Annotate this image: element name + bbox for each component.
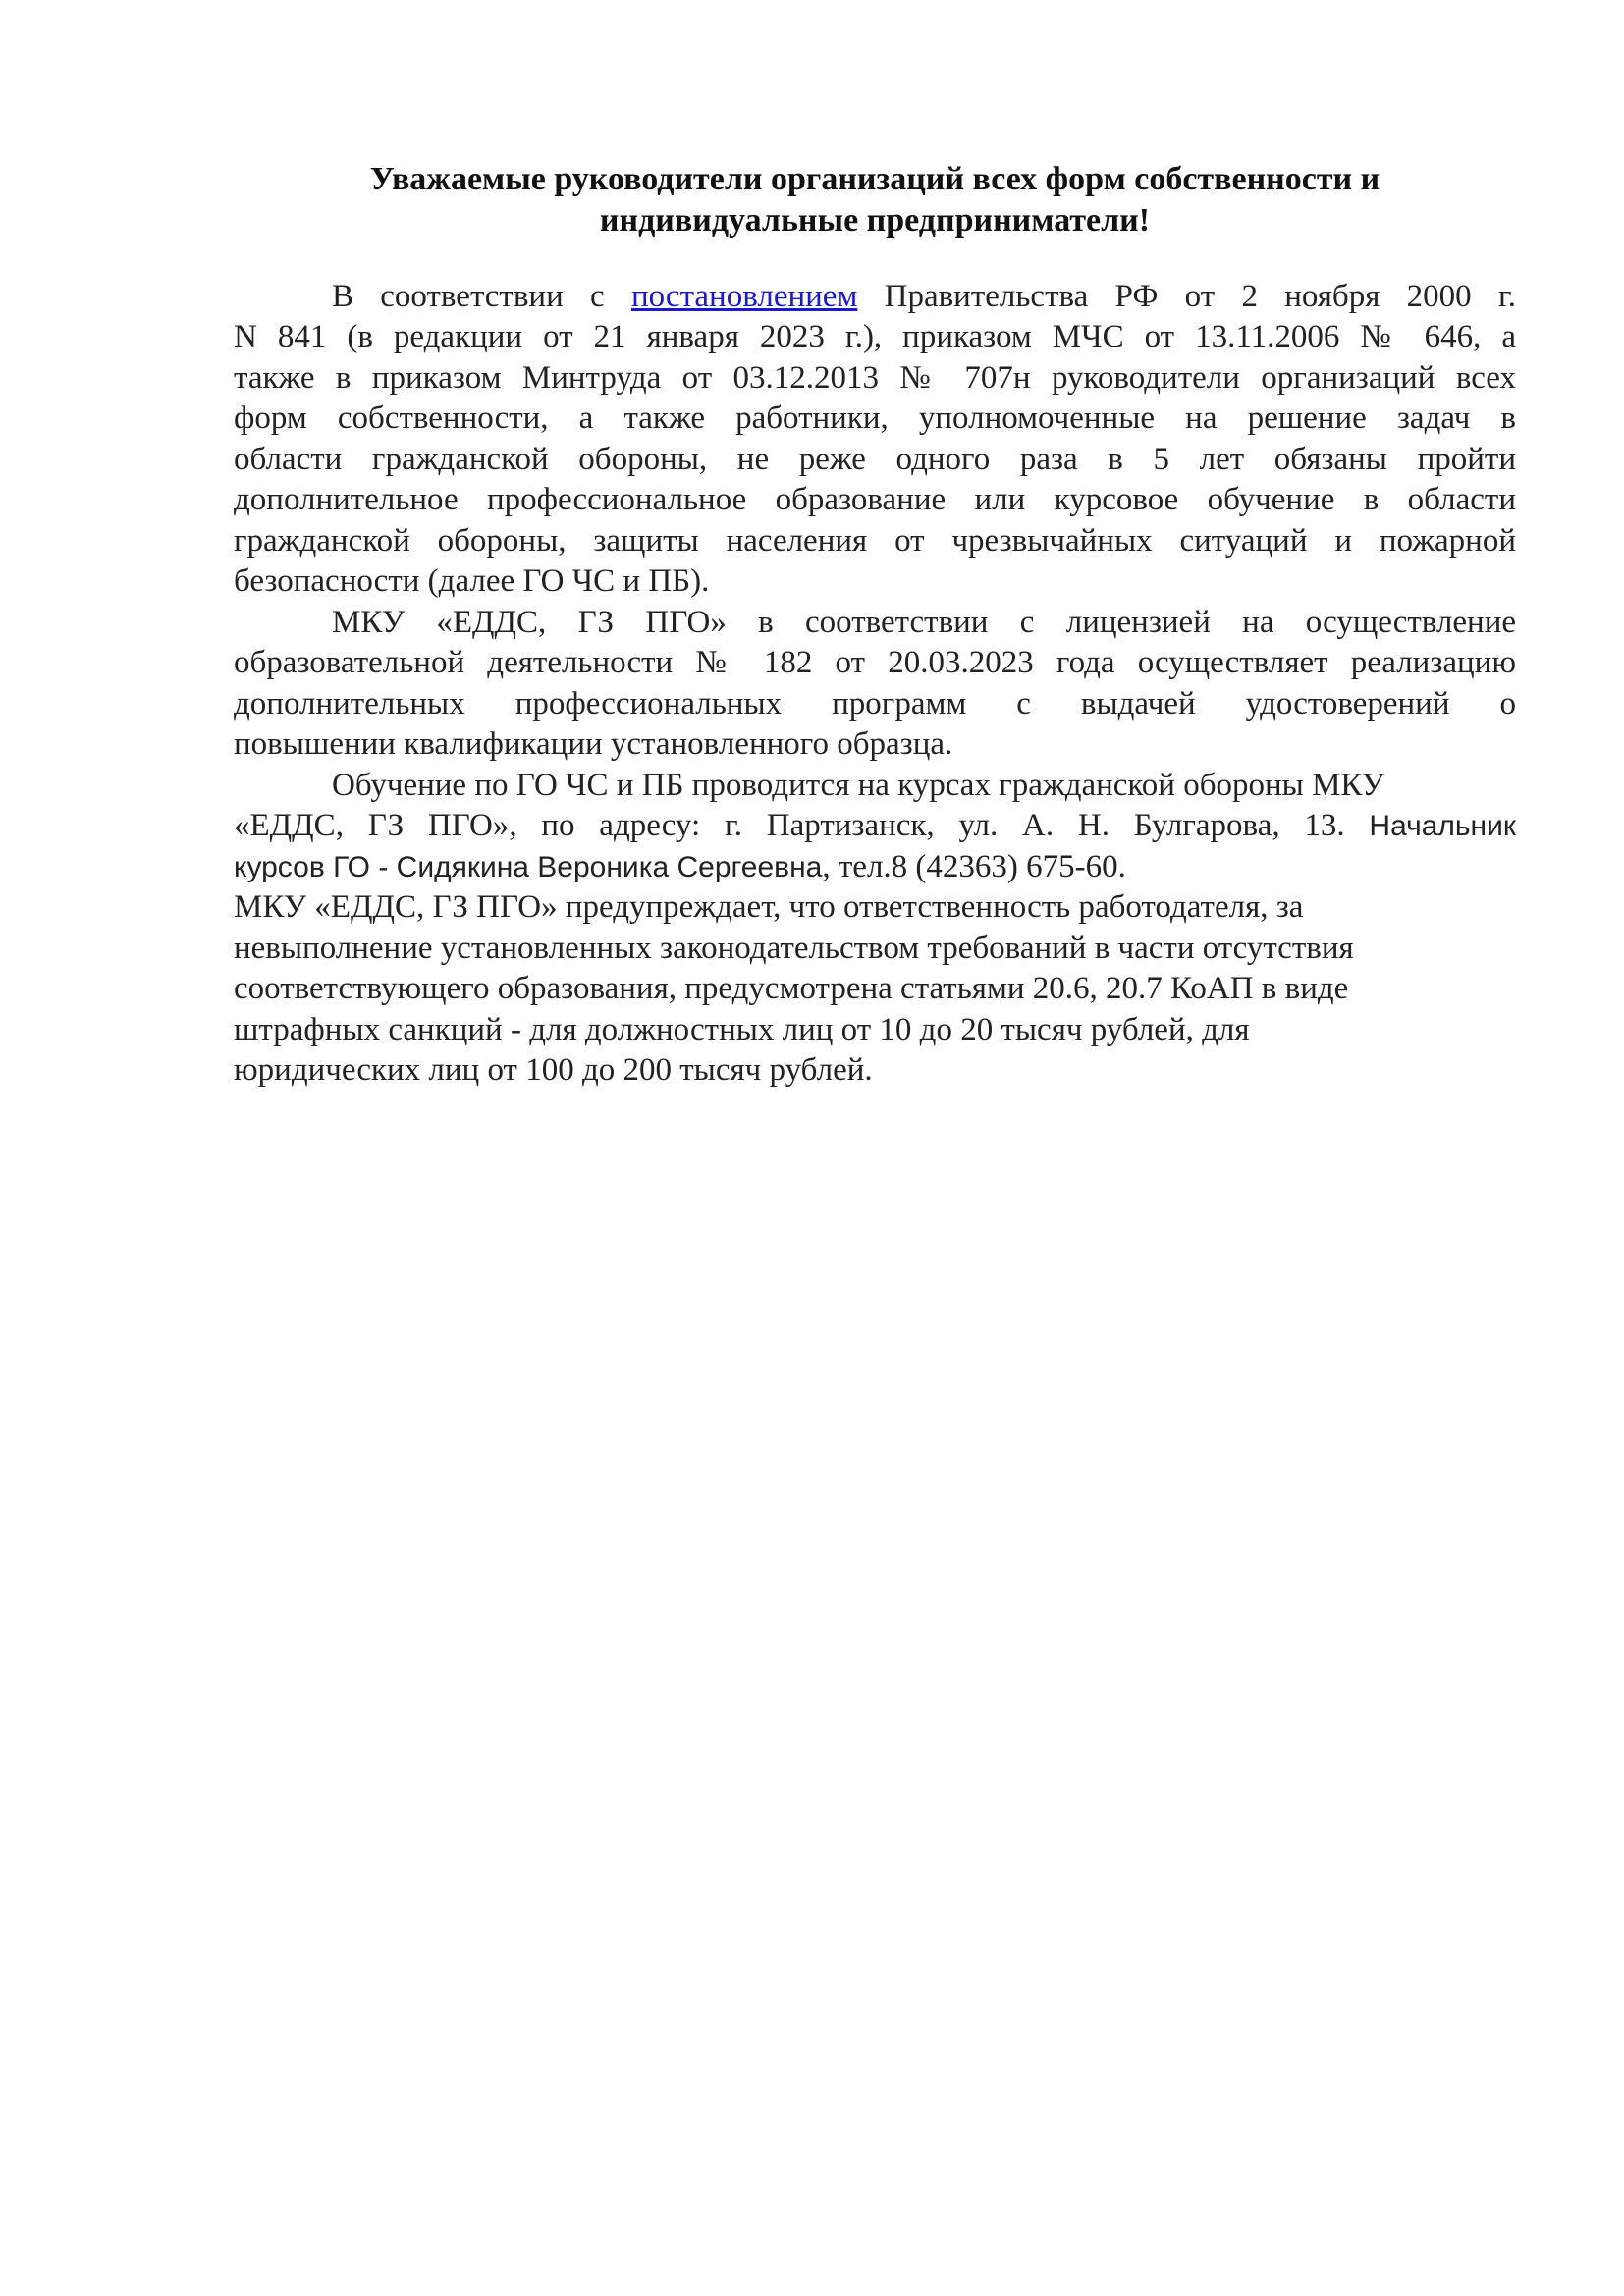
- paragraph-1-line-5: области гражданской обороны, не реже одного раза в 5 лет обязаны пройти: [234, 442, 1516, 477]
- text: , тел.8 (42363) 675-60.: [822, 849, 1126, 884]
- paragraph-1-line-6: дополнительное профессиональное образование или курсовое обучение в области: [234, 482, 1516, 517]
- paragraph-2-line-2: образовательной деятельности № 182 от 20.03.2023 года осуществляет реализацию: [234, 645, 1516, 680]
- paragraph-2-line-3: дополнительных профессиональных программ с выдачей удостоверений о: [234, 686, 1516, 721]
- paragraph-2-line-1: МКУ «ЕДДС, ГЗ ПГО» в соответствии с лицензией на осуществление: [332, 605, 1516, 640]
- paragraph-1-line-8: безопасности (далее ГО ЧС и ПБ).: [234, 563, 710, 599]
- paragraph-4-line-4: штрафных санкций - для должностных лиц от 10 до 20 тысяч рублей, для: [234, 1012, 1250, 1047]
- paragraph-3-line-2: [234, 806, 1516, 846]
- paragraph-1-line-7: гражданской обороны, защиты населения от чрезвычайных ситуаций и пожарной: [234, 523, 1516, 559]
- paragraph-4-line-2: невыполнение установленных законодательством требований в части отсутствия: [234, 931, 1354, 966]
- paragraph-3-line-1: Обучение по ГО ЧС и ПБ проводится на курсах гражданской обороны МКУ: [332, 768, 1385, 803]
- paragraph-4-line-3: соответствующего образования, предусмотрена статьями 20.6, 20.7 КоАП в виде: [234, 971, 1349, 1006]
- paragraph-1-line-3: также в приказом Минтруда от 03.12.2013 № 707н руководители организаций всех: [234, 360, 1516, 396]
- text: Начальник: [1369, 810, 1516, 842]
- text: В соответствии с: [332, 279, 605, 314]
- text: Правительства РФ от 2 ноября 2000 г.: [884, 279, 1517, 314]
- paragraph-3-line-3: [234, 847, 1516, 887]
- text: курсов ГО - Сидякина Вероника Сергеевна: [234, 851, 823, 883]
- text: «ЕДДС, ГЗ ПГО», по адресу: г. Партизанск, ул. А. Н. Булгарова, 13.: [234, 808, 1345, 843]
- paragraph-1-line-1: [332, 277, 1516, 317]
- paragraph-4-line-1: МКУ «ЕДДС, ГЗ ПГО» предупреждает, что ответственность работодателя, за: [234, 889, 1304, 925]
- paragraph-2-line-4: повышении квалификации установленного образца.: [234, 726, 953, 762]
- paragraph-1-line-2: N 841 (в редакции от 21 января 2023 г.), приказом МЧС от 13.11.2006 № 646, а: [234, 319, 1516, 354]
- paragraph-4-line-5: юридических лиц от 100 до 200 тысяч рублей.: [234, 1052, 873, 1088]
- title-line-1: Уважаемые руководители организаций всех форм собственности и: [369, 161, 1380, 197]
- paragraph-1-line-4: форм собственности, а также работники, уполномоченные на решение задач в: [234, 400, 1516, 436]
- decree-link[interactable]: постановлением: [630, 279, 858, 314]
- title-line-2: индивидуальные предприниматели!: [599, 202, 1151, 239]
